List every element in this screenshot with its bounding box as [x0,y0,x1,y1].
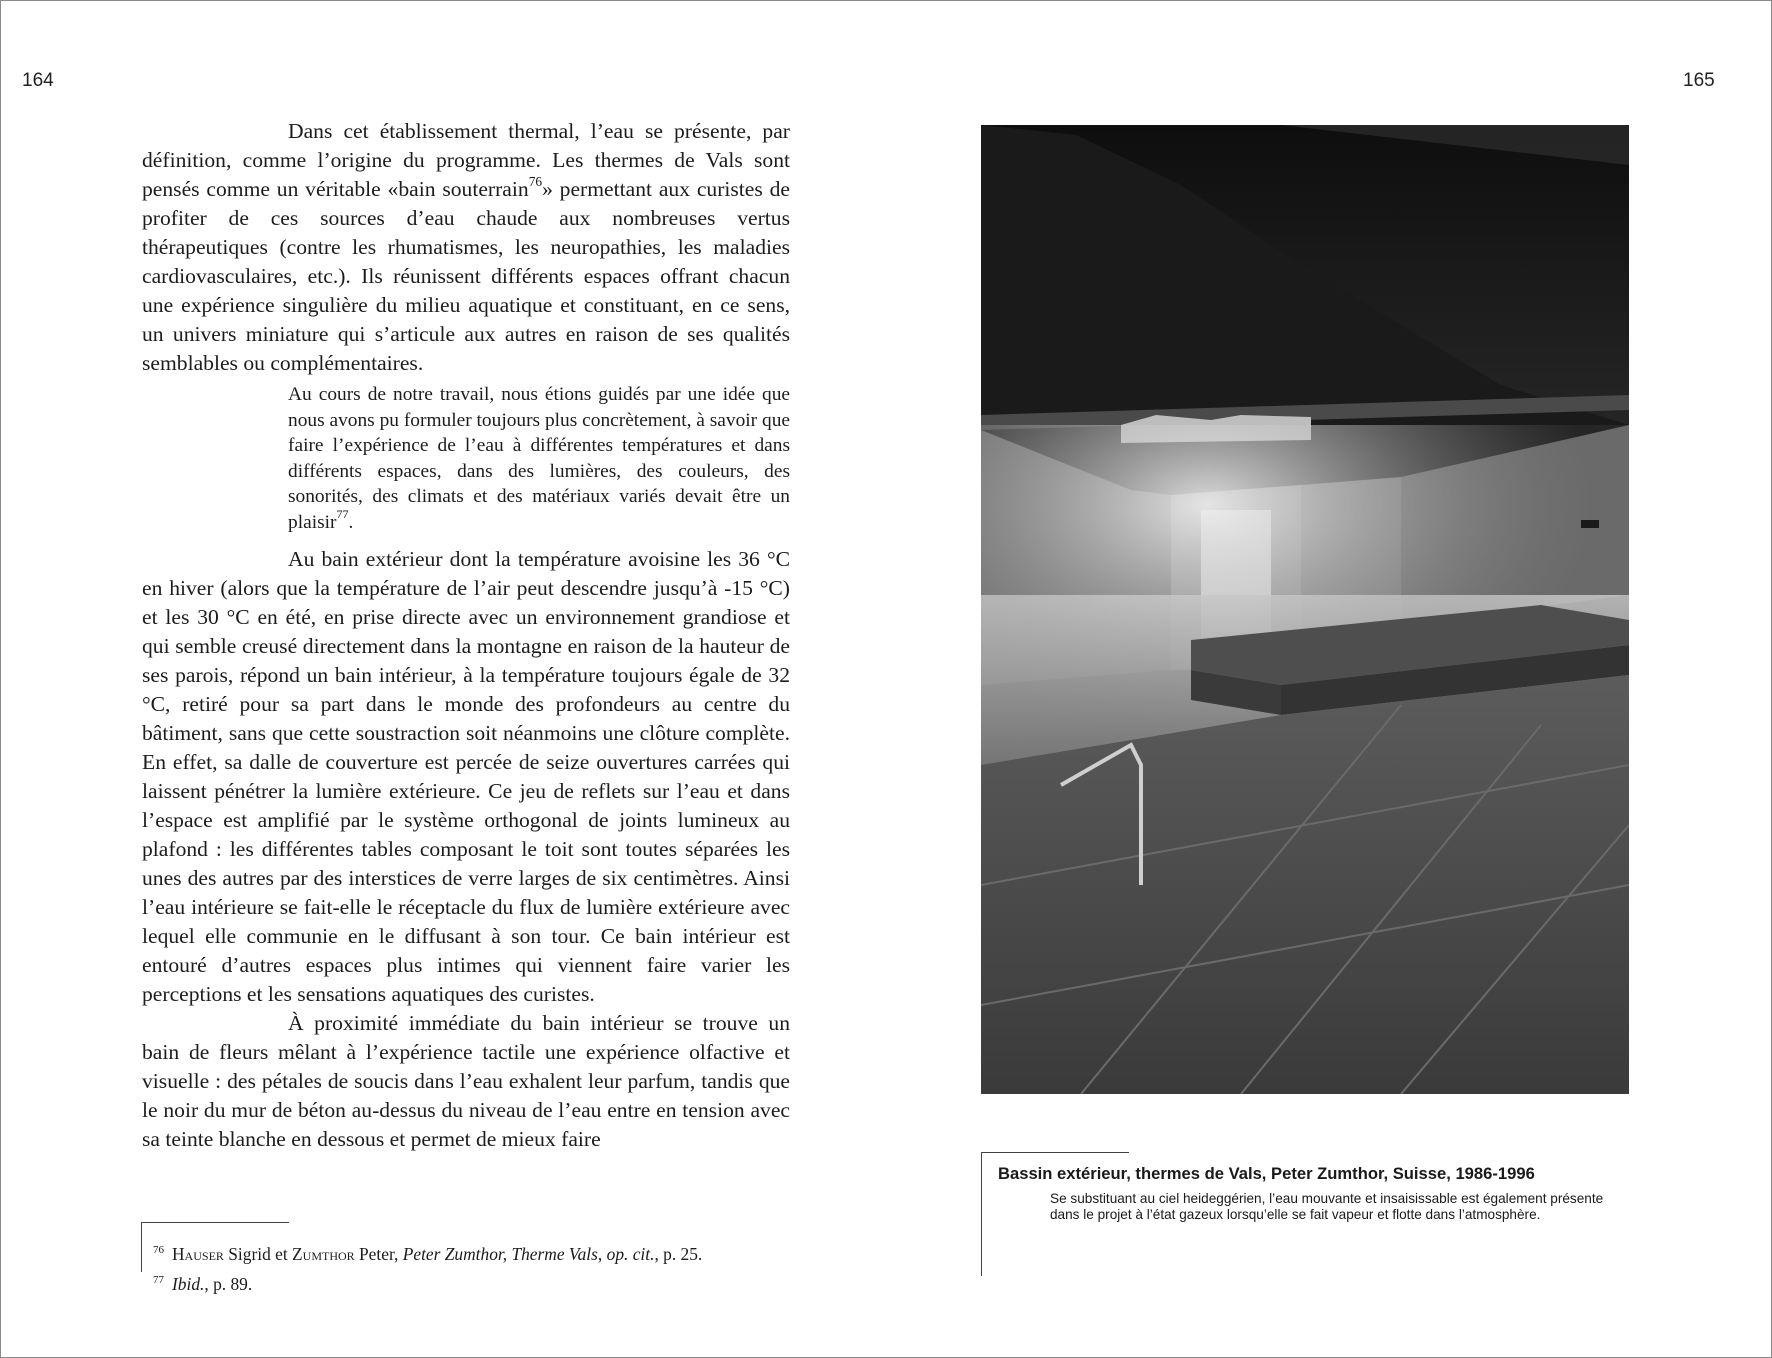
left-page-number: 164 [22,70,54,91]
footnote-text: , [597,1243,607,1264]
footnote-text: Sigrid et [223,1243,293,1264]
footnote-number: 77 [153,1273,164,1286]
thermal-bath-photo [981,125,1629,1094]
paragraph-1-text-a: Dans cet établissement thermal, l’eau se présente, par définition, comme l’origine du programme. Les thermes de Vals sont pensés comme un véritable «bain souterrain [142,119,790,201]
right-page-number: 165 [1683,70,1715,91]
caption-title: Bassin extérieur, thermes de Vals, Peter Zumthor, Suisse, 1986-1996 [998,1164,1535,1183]
footnote-rule-vertical [141,1222,142,1272]
footnote-text: Peter, [354,1243,403,1264]
body-text-column [142,117,790,1154]
photo-illustration [981,125,1629,1094]
footnote-ibid: Ibid. [172,1273,205,1294]
caption-body: Se substituant au ciel heideggérien, l’eau mouvante et insaisissable est également présente dans le projet à l’état gazeux lorsqu’elle se fait vapeur et flotte dans l’atmosphère. [1050,1191,1604,1222]
footnote-ref-77: 77 [336,507,349,522]
footnote-77 [153,1267,793,1297]
footnote-ref-76: 76 [528,173,543,189]
paragraph-1 [142,117,790,378]
footnote-text: , p. 25. [654,1243,703,1264]
footnote-book-title: Peter Zumthor, Therme Vals [402,1243,598,1264]
footnote-76 [153,1237,793,1267]
block-quote-text: Au cours de notre travail, nous étions guidés par une idée que nous avons pu formuler toujours plus concrètement, à savoir que faire l’expérience de l’eau à différentes températures et dans différents espaces, dans des lumières, des couleurs, des sonorités, des climats et des matériaux variés devait être un plaisir [288,384,790,533]
block-quote: Au cours de notre travail, nous étions guidés par une idée que nous avons pu formuler toujours plus concrètement, à savoir que faire l’expérience de l’eau à différentes températures et dans différents espaces, dans des lumières, des couleurs, des sonorités, des climats et des matériaux variés devait être un plaisir$^{77}$. [288,384,790,533]
paragraph-3: À proximité immédiate du bain intérieur se trouve un bain de fleurs mêlant à l’expérience tactile une expérience olfactive et visuelle : des pétales de soucis dans l’eau exhalent leur parfum, tandis que le noir du mur de béton au-dessus du niveau de l’eau entre en tension avec sa teinte blanche en dessous et permet de mieux faire [142,1011,790,1151]
wall-fixture [1581,520,1599,528]
footnote-number: 76 [153,1244,164,1256]
footnotes [153,1237,793,1297]
footnote-text: , p. 89. [204,1273,253,1294]
footnote-opcit: op. cit. [606,1243,655,1264]
footnote-author: Zumthor [292,1243,355,1264]
paragraph-1-text-b: » permettant aux curistes de profiter de ces sources d’eau chaude aux nombreuses vertus thérapeutiques (contre les rhumatismes, les neuropathies, les maladies cardiovasculaires, etc.). Ils réunissent différents espaces offrant chacun une expérience singulière du milieu aquatique et constituant, en ce sens, un univers miniature qui s’articule aux autres en raison de ses qualités semblables ou complémentaires. [142,177,790,375]
footnote-rule-horizontal [141,1222,289,1223]
caption-rule-horizontal [981,1152,1129,1153]
paragraph-2: Au bain extérieur dont la température avoisine les 36 °C en hiver (alors que la température de l’air peut descendre jusqu’à -15 °C) et les 30 °C en été, en prise directe avec un environnement grandiose et qui semble creusé directement dans la montagne en raison de la hauteur de ses parois, répond un bain intérieur, à la température toujours égale de 32 °C, retiré pour sa part dans le monde des profondeurs au centre du bâtiment, sans que cette soustraction soit néanmoins une clôture complète. En effet, sa dalle de couverture est percée de seize ouvertures carrées qui laissent pénétrer la lumière extérieure. Ce jeu de reflets sur l’eau et dans l’espace est amplifié par le système orthogonal de joints lumineux au plafond : les différentes tables composant le toit sont toutes séparées les unes des autres par des interstices de verre larges de six centimètres. Ainsi l’eau intérieure se fait-elle le réceptacle du flux de lumière extérieure avec lequel elle communie en le diffusant à son tour. Ce bain intérieur est entouré d’autres espaces plus intimes qui viennent faire varier les perceptions et les sensations aquatiques des curistes. [142,547,790,1006]
footnote-author: Hauser [172,1243,224,1264]
caption-rule-vertical [981,1152,982,1276]
